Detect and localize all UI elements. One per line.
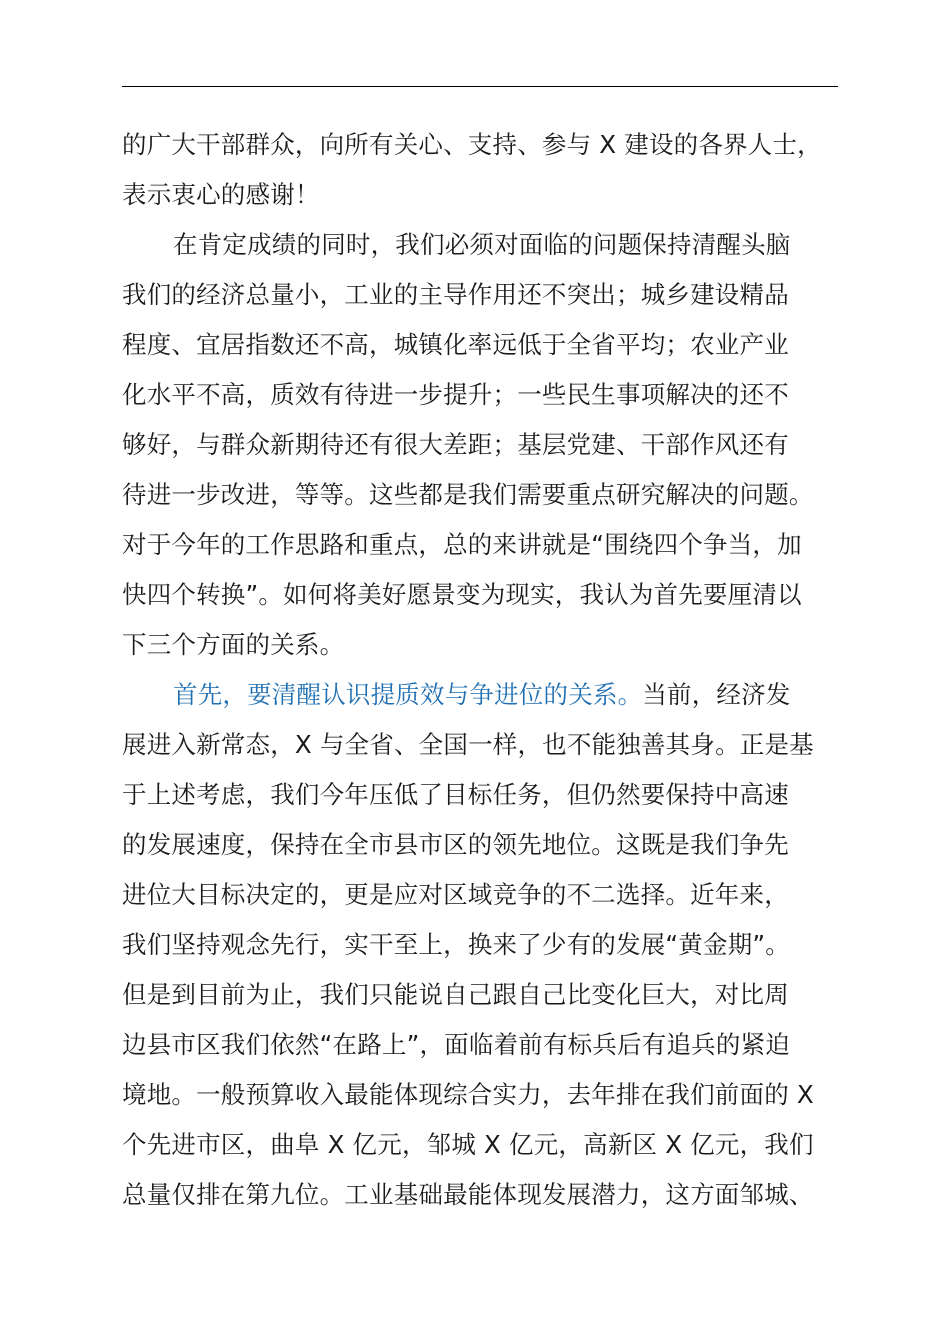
text-line: 总量仅排在第九位。工业基础最能体现发展潜力，这方面邹城、 <box>122 1180 814 1209</box>
text-line: 境地。一般预算收入最能体现综合实力，去年排在我们前面的 X <box>122 1080 814 1109</box>
text-line: 边县市区我们依然“在路上”，面临着前有标兵后有追兵的紧迫 <box>122 1030 790 1059</box>
text-line: 待进一步改进，等等。这些都是我们需要重点研究解决的问题。 <box>122 480 814 509</box>
text-line: 表示衷心的感谢！ <box>122 180 320 209</box>
text-line: 够好，与群众新期待还有很大差距；基层党建、干部作风还有 <box>122 430 789 459</box>
text-line: 对于今年的工作思路和重点，总的来讲就是“围绕四个争当，加 <box>122 530 802 559</box>
text-line: 快四个转换”。如何将美好愿景变为现实，我认为首先要厘清以 <box>122 580 802 609</box>
text-line: 化水平不高，质效有待进一步提升；一些民生事项解决的还不 <box>122 380 789 409</box>
text-line: 展进入新常态，X 与全省、全国一样，也不能独善其身。正是基 <box>122 730 814 759</box>
text-line: 我们的经济总量小，工业的主导作用还不突出；城乡建设精品 <box>122 280 789 309</box>
text-line: 但是到目前为止，我们只能说自己跟自己比变化巨大，对比周 <box>122 980 789 1009</box>
text-line: 个先进市区，曲阜 X 亿元，邹城 X 亿元，高新区 X 亿元，我们 <box>122 1130 814 1159</box>
paragraph-start-line: 在肯定成绩的同时，我们必须对面临的问题保持清醒头脑 <box>173 230 791 259</box>
text-line: 我们坚持观念先行，实干至上，换来了少有的发展“黄金期”。 <box>122 930 790 959</box>
text-line: 程度、宜居指数还不高，城镇化率远低于全省平均；农业产业 <box>122 330 789 359</box>
section-heading-line <box>173 678 791 712</box>
text-line: 的发展速度，保持在全市县市区的领先地位。这既是我们争先 <box>122 830 789 859</box>
text-line: 于上述考虑，我们今年压低了目标任务，但仍然要保持中高速 <box>122 780 789 809</box>
header-rule <box>122 86 838 87</box>
section-heading: 首先，要清醒认识提质效与争进位的关系。 <box>173 680 643 709</box>
text-line: 进位大目标决定的，更是应对区域竞争的不二选择。近年来， <box>122 880 789 909</box>
text-line: 下三个方面的关系。 <box>122 630 345 659</box>
text-line: 的广大干部群众，向所有关心、支持、参与 X 建设的各界人士， <box>122 130 822 159</box>
text-line-tail: 当前，经济发 <box>642 680 791 709</box>
